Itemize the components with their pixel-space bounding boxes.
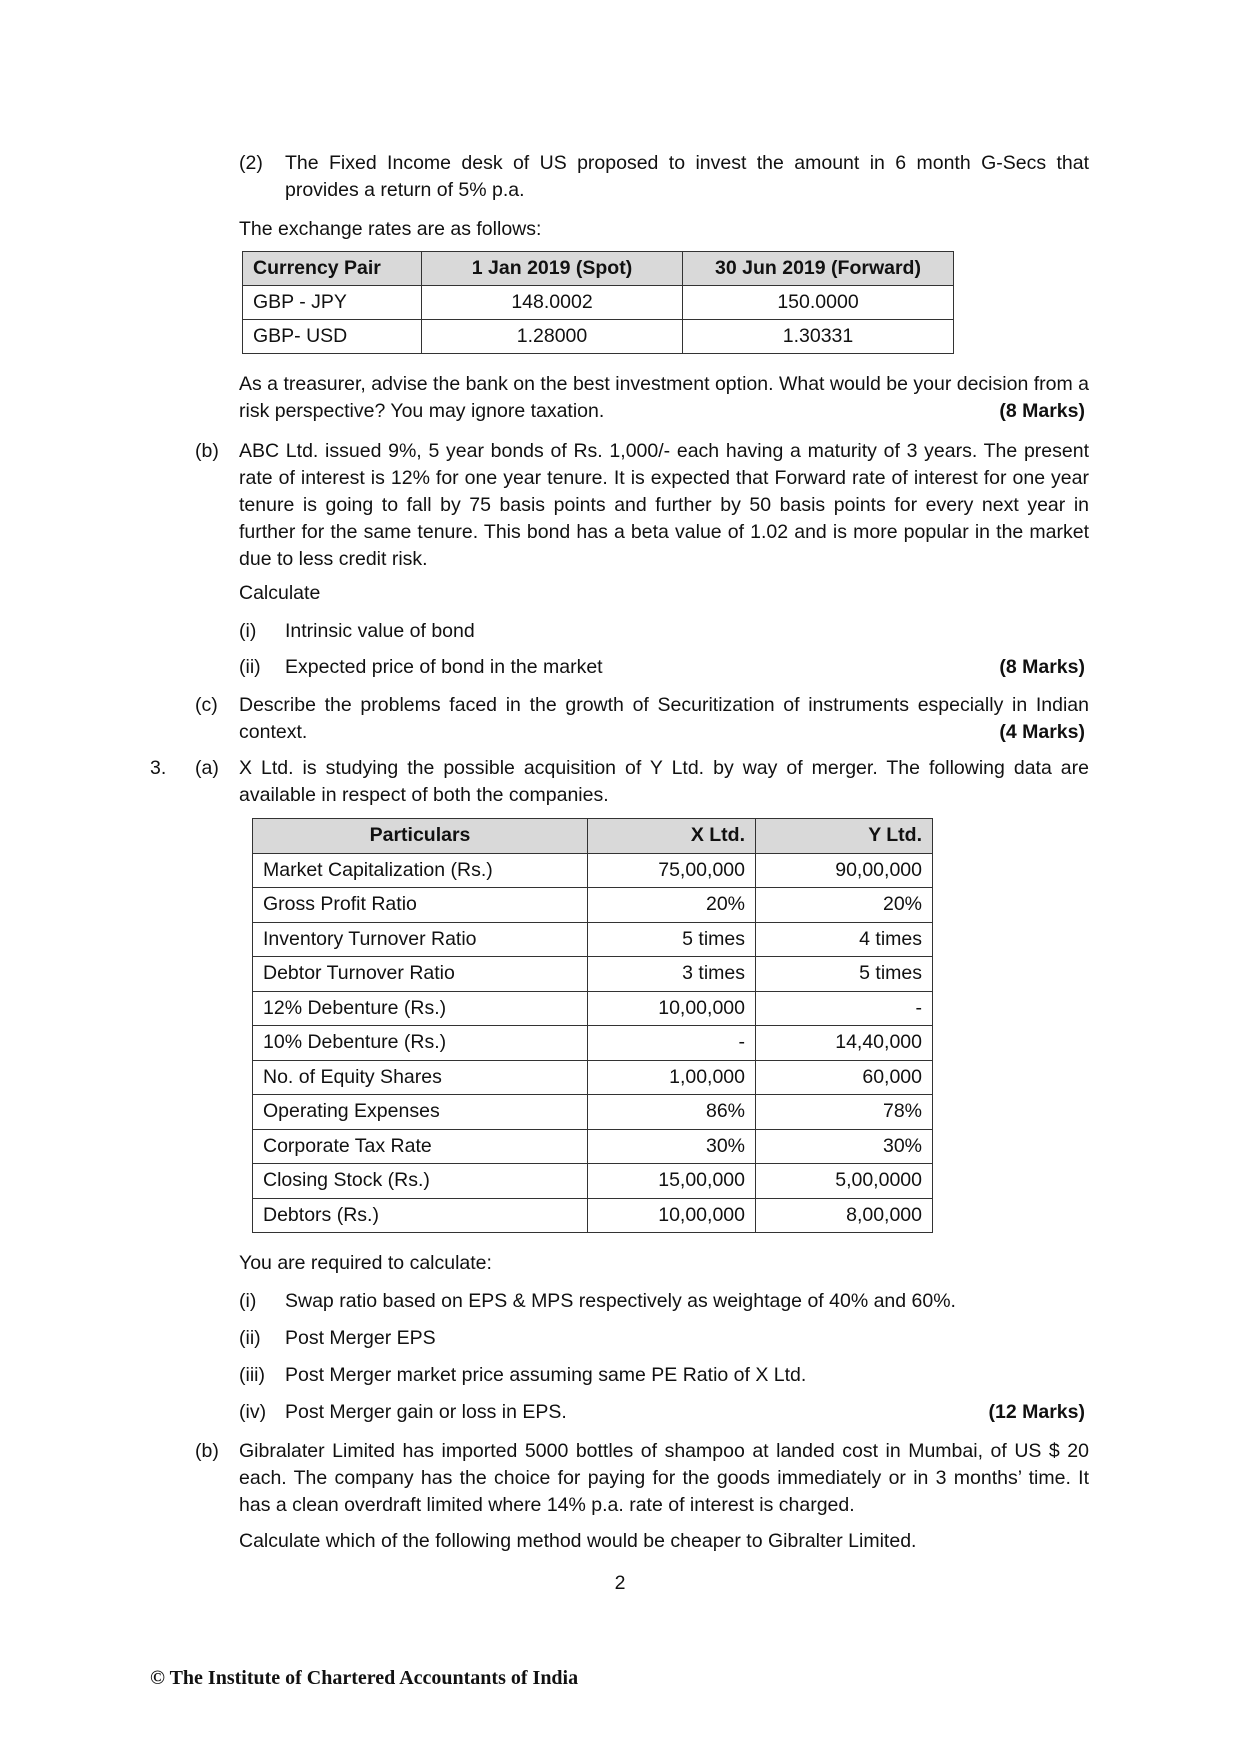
table-cell: 3 times bbox=[588, 957, 756, 992]
table-row bbox=[243, 286, 954, 320]
table-cell: Market Capitalization (Rs.) bbox=[253, 853, 588, 888]
table-header: Currency Pair bbox=[243, 252, 422, 286]
calculate-label: Calculate which of the following method would be cheaper to Gibralter Limited. bbox=[239, 1530, 917, 1552]
item-number: (iii) bbox=[239, 1364, 265, 1386]
table-cell: Corporate Tax Rate bbox=[253, 1129, 588, 1164]
item-number: (i) bbox=[239, 620, 257, 642]
table-header: X Ltd. bbox=[588, 819, 756, 854]
table-row bbox=[243, 320, 954, 354]
exchange-intro: The exchange rates are as follows: bbox=[239, 218, 542, 240]
question-number: 3. bbox=[150, 757, 167, 779]
calculate-label: Calculate bbox=[239, 582, 321, 604]
paragraph-gibralater: Gibralater Limited has imported 5000 bottles of shampoo at landed cost in Mumbai, of US $ 20 each. The company has the choice for paying for the goods immediately or in 3 months’ time. It has a clean overdraft limited where 14% p.a. rate of interest is charged. bbox=[239, 1440, 1089, 1516]
table-cell: 5 times bbox=[588, 922, 756, 957]
table-cell: 10% Debenture (Rs.) bbox=[253, 1026, 588, 1061]
sub-question-label: (b) bbox=[195, 1440, 219, 1462]
paragraph-merger: X Ltd. is studying the possible acquisition of Y Ltd. by way of merger. The following data are available in respect of both the companies. bbox=[239, 757, 1089, 806]
table-cell: 20% bbox=[756, 888, 933, 923]
table-cell: Gross Profit Ratio bbox=[253, 888, 588, 923]
table-cell: 15,00,000 bbox=[588, 1164, 756, 1199]
table-cell: 1.28000 bbox=[422, 320, 683, 354]
table-cell: 14,40,000 bbox=[756, 1026, 933, 1061]
footer-copyright: © The Institute of Chartered Accountants of India bbox=[150, 1667, 579, 1689]
table-cell: 86% bbox=[588, 1095, 756, 1130]
table-row bbox=[253, 1164, 933, 1199]
marks: (12 Marks) bbox=[988, 1401, 1085, 1423]
table-cell: Inventory Turnover Ratio bbox=[253, 922, 588, 957]
paragraph-fixed-income: The Fixed Income desk of US proposed to invest the amount in 6 month G-Secs that provides a return of 5% p.a. bbox=[285, 152, 1089, 201]
table-cell: Debtors (Rs.) bbox=[253, 1198, 588, 1233]
table-cell: Closing Stock (Rs.) bbox=[253, 1164, 588, 1199]
item-number: (i) bbox=[239, 1290, 257, 1312]
sub-question-label: (c) bbox=[195, 694, 218, 716]
table-row bbox=[253, 853, 933, 888]
paragraph-treasurer: As a treasurer, advise the bank on the best investment option. What would be your decision from a risk perspective? You may ignore taxation. bbox=[239, 373, 1089, 422]
paragraph-securitization: Describe the problems faced in the growth of Securitization of instruments especially in Indian context. bbox=[239, 694, 1089, 743]
table-header: Particulars bbox=[253, 819, 588, 854]
table-cell: 5 times bbox=[756, 957, 933, 992]
table-header: 30 Jun 2019 (Forward) bbox=[683, 252, 954, 286]
table-cell: 1.30331 bbox=[683, 320, 954, 354]
table-cell: 4 times bbox=[756, 922, 933, 957]
marks: (8 Marks) bbox=[999, 656, 1085, 678]
table-header-row bbox=[243, 252, 954, 286]
table-row bbox=[253, 888, 933, 923]
table-cell: 30% bbox=[588, 1129, 756, 1164]
table-cell: - bbox=[588, 1026, 756, 1061]
table-row bbox=[253, 922, 933, 957]
table-cell: 75,00,000 bbox=[588, 853, 756, 888]
table-cell: 150.0000 bbox=[683, 286, 954, 320]
table-row bbox=[253, 1095, 933, 1130]
exchange-rate-table bbox=[242, 251, 954, 354]
table-cell: 148.0002 bbox=[422, 286, 683, 320]
sub-question-label: (a) bbox=[195, 757, 219, 779]
table-cell: 10,00,000 bbox=[588, 991, 756, 1026]
list-item: Intrinsic value of bond bbox=[285, 620, 475, 642]
table-row bbox=[253, 957, 933, 992]
table-cell: 90,00,000 bbox=[756, 853, 933, 888]
merger-table-body bbox=[253, 853, 933, 1233]
marks: (4 Marks) bbox=[999, 721, 1085, 743]
table-row bbox=[253, 991, 933, 1026]
list-item: Post Merger market price assuming same PE Ratio of X Ltd. bbox=[285, 1364, 807, 1386]
table-cell: GBP- USD bbox=[243, 320, 422, 354]
merger-data-table bbox=[252, 818, 933, 1233]
table-cell: 10,00,000 bbox=[588, 1198, 756, 1233]
item-number: (2) bbox=[239, 152, 263, 174]
table-cell: 60,000 bbox=[756, 1060, 933, 1095]
table-cell: 30% bbox=[756, 1129, 933, 1164]
table-cell: 78% bbox=[756, 1095, 933, 1130]
sub-question-label: (b) bbox=[195, 440, 219, 462]
table-cell: 1,00,000 bbox=[588, 1060, 756, 1095]
table-row bbox=[253, 1060, 933, 1095]
item-number: (iv) bbox=[239, 1401, 267, 1423]
table-cell: 20% bbox=[588, 888, 756, 923]
item-number: (ii) bbox=[239, 1327, 261, 1349]
table-header: Y Ltd. bbox=[756, 819, 933, 854]
table-cell: Debtor Turnover Ratio bbox=[253, 957, 588, 992]
list-item: Swap ratio based on EPS & MPS respectively as weightage of 40% and 60%. bbox=[285, 1290, 956, 1312]
table-row bbox=[253, 1198, 933, 1233]
table-cell: 12% Debenture (Rs.) bbox=[253, 991, 588, 1026]
table-cell: 8,00,000 bbox=[756, 1198, 933, 1233]
list-item: Post Merger gain or loss in EPS. bbox=[285, 1401, 567, 1423]
table-row bbox=[253, 1129, 933, 1164]
page-number: 2 bbox=[614, 1572, 626, 1594]
item-number: (ii) bbox=[239, 656, 261, 678]
required-intro: You are required to calculate: bbox=[239, 1252, 492, 1274]
paragraph-bond: ABC Ltd. issued 9%, 5 year bonds of Rs. 1,000/- each having a maturity of 3 years. The present rate of interest is 12% for one year tenure. It is expected that Forward rate of interest for one year tenure is going to fall by 75 basis points and further by 50 basis points for every next year in further for the same tenure. This bond has a beta value of 1.02 and is more popular in the market due to less credit risk. bbox=[239, 440, 1089, 570]
table-cell: 5,00,0000 bbox=[756, 1164, 933, 1199]
table-header: 1 Jan 2019 (Spot) bbox=[422, 252, 683, 286]
marks: (8 Marks) bbox=[999, 400, 1085, 422]
table-cell: No. of Equity Shares bbox=[253, 1060, 588, 1095]
list-item: Expected price of bond in the market bbox=[285, 656, 603, 678]
table-cell: Operating Expenses bbox=[253, 1095, 588, 1130]
table-cell: - bbox=[756, 991, 933, 1026]
table-header-row bbox=[253, 819, 933, 854]
table-row bbox=[253, 1026, 933, 1061]
table-cell: GBP - JPY bbox=[243, 286, 422, 320]
list-item: Post Merger EPS bbox=[285, 1327, 436, 1349]
